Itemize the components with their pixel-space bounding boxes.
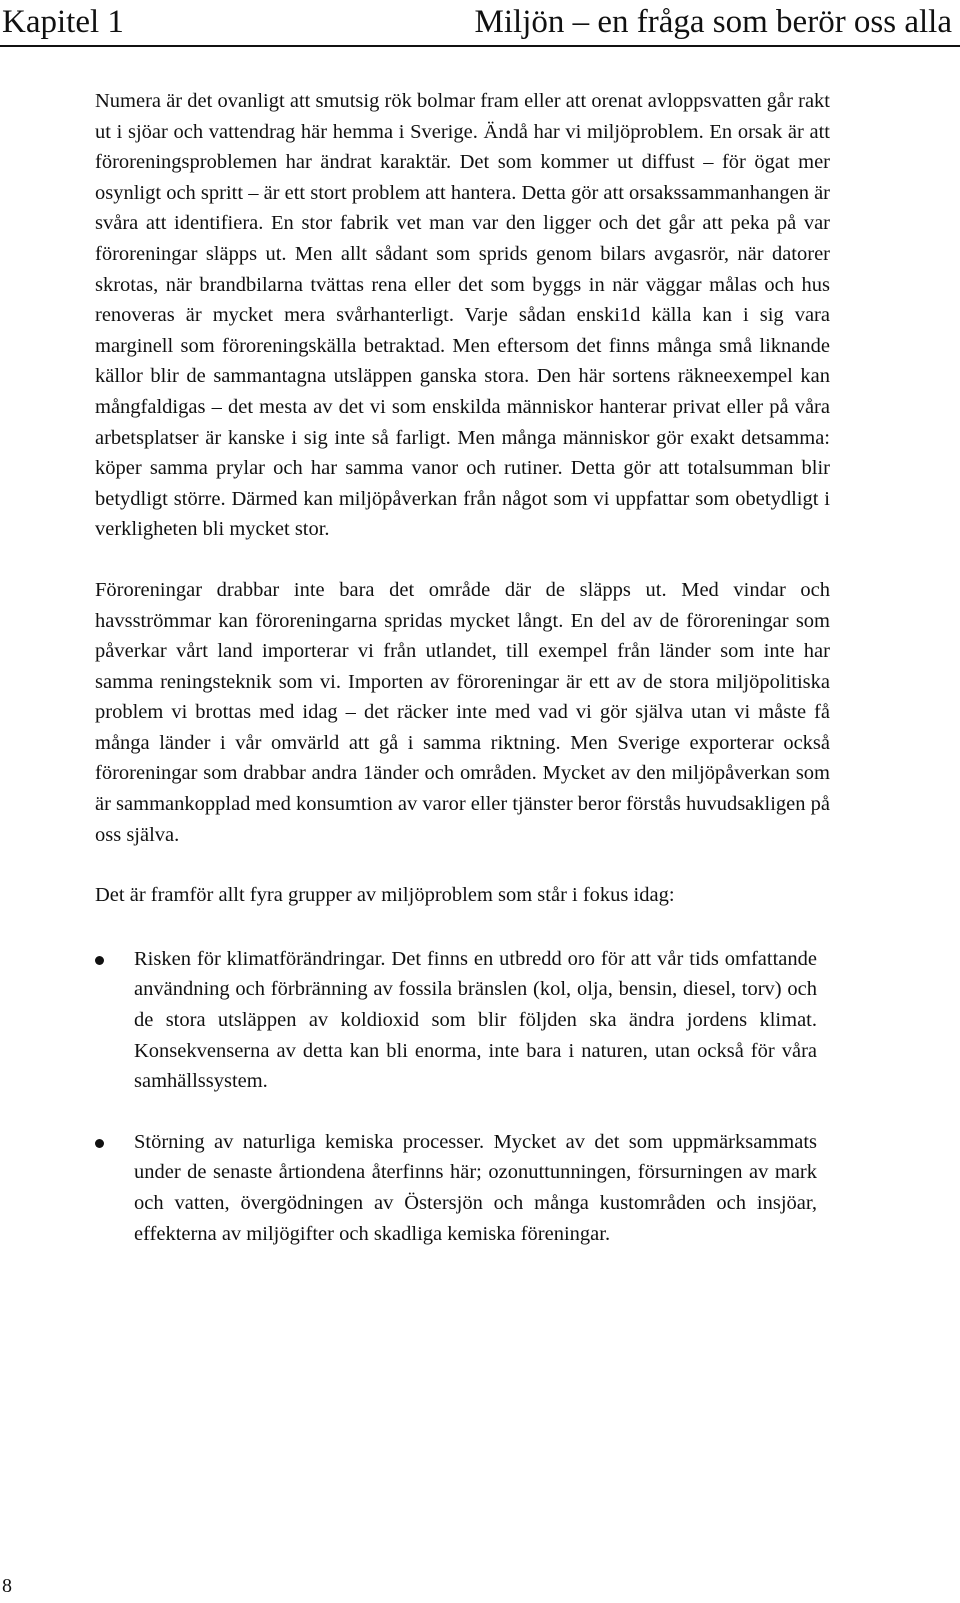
list-item-text: Risken för klimatförändringar. Det finns en utbredd oro för att vår tids omfattande användning och förbränning av fossila bränslen (kol, olja, bensin, diesel, torv) och de stora utsläppen av koldioxid som blir följden ska ändra jordens klimat. Konsekvenserna av detta kan bli enorma, inte bara i naturen, utan också för våra samhällssystem. [134,947,817,1093]
page-number: 8 [2,1575,12,1597]
problem-list [95,944,830,1249]
list-item [95,944,830,1097]
paragraph-3: Det är framför allt fyra grupper av miljöproblem som står i fokus idag: [95,884,675,907]
paragraph-1: Numera är det ovanligt att smutsig rök bolmar fram eller att orenat avloppsvatten går rakt ut i sjöar och vattendrag här hemma i Sverige. Ändå har vi miljöproblem. En orsak är att föroreningsproblemen har ändrat karaktär. Det som kommer ut diffust – för ögat mer osynligt och spritt – är ett stort problem att hantera. Detta gör att orsakssammanhangen är svåra att identifiera. En stor fabrik vet man var den ligger och det går att peka på var föroreningar släpps ut. Men allt sådant som sprids genom bilars avgasrör, när datorer skrotas, när brandbilarna tvättas rena eller det som byggs in när väggar målas och hus renoveras är mycket mera svårhanterligt. Varje sådan enski1d källa kan i sig vara marginell som föroreningskälla betraktad. Men eftersom det finns många små liknande källor blir de sammantagna utsläppen ganska stora. Den här sortens räkneexempel kan mångfaldigas – det mesta av det vi som enskilda människor hanterar privat eller på våra arbetsplatser är kanske i sig inte så farligt. Men många människor gör exakt detsamma: köper samma prylar och har samma vanor och rutiner. Detta gör att totalsumman blir betydligt större. Därmed kan miljöpåverkan från något som vi uppfattar som obetydligt i verkligheten bli mycket stor. [95,90,830,541]
bullet-icon [95,1139,104,1148]
header-rule [0,45,960,47]
bullet-icon [95,956,104,965]
list-item-text: Störning av naturliga kemiska processer. Mycket av det som uppmärksammats under de senaste årtiondena återfinns här; ozonuttunningen, försurningen av mark och vatten, övergödningen av Östersjön och många kustområden och insjöar, effekterna av miljögifter och skadliga kemiska föreningar. [134,1130,817,1245]
body-text [95,86,830,1279]
chapter-label: Kapitel 1 [2,4,124,40]
chapter-title: Miljön – en fråga som berör oss alla [474,4,952,40]
list-item [95,1127,830,1249]
page-header [0,0,960,46]
paragraph-2: Föroreningar drabbar inte bara det område där de släpps ut. Med vindar och havsströmmar kan föroreningarna spridas mycket långt. En del av de föroreningar som påverkar vårt land importerar vi från utlandet, till exempel från länder som inte har samma reningsteknik som vi. Importen av föroreningar är ett av de stora miljöpolitiska problem vi brottas med idag – det räcker inte med vad vi gör själva utan vi måste få många länder i vår omvärld att gå i samma riktning. Men Sverige exporterar också föroreningar som drabbar andra 1änder och områden. Mycket av den miljöpåverkan som är sammankopplad med konsumtion av varor eller tjänster beror förstås huvudsakligen på oss själva. [95,578,830,846]
